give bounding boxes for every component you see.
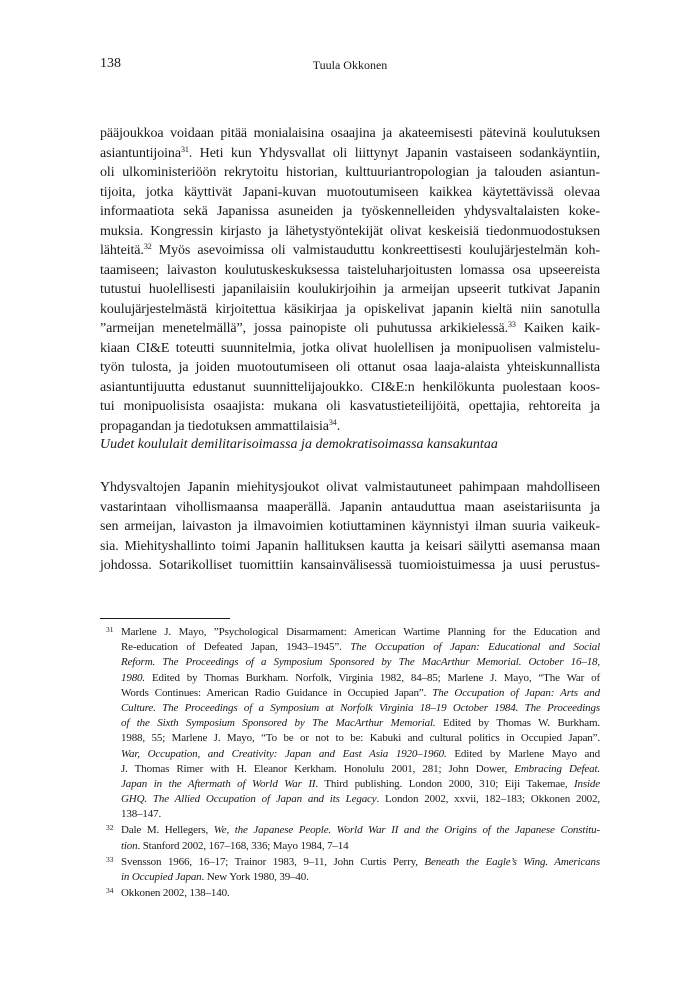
italic-title: tion [121, 839, 138, 852]
text-line [100, 202, 600, 222]
italic-title: The Occupation of Japan: Educational and Social [350, 641, 600, 654]
text-line [100, 339, 600, 359]
footnote-number: 32 [106, 823, 114, 833]
footnote-number: 33 [106, 854, 114, 864]
text-run: tijoita, jotka käyttivät Japani-kuvan muotoutumiseen kaikkea käytettävissä olevaa [100, 184, 600, 200]
footnote-reference: 33 [508, 320, 516, 329]
footnote-line [121, 762, 600, 777]
italic-title: War, Occupation, and Creativity: Japan and East Asia 1920–1960. [121, 747, 447, 760]
footnote-line [121, 855, 600, 870]
text-run: muksia. Kongressin kirjasto ja lähetystyöntekijät olivat keskeisiä tiedonmuodostuksen [100, 223, 600, 239]
text-line: johdossa. Sotarikolliset tuomittiin kansainvälisessä tuomioistuimessa ja uusi perustus- [100, 558, 600, 573]
text-run: Edited by Thomas W. Burkham. [435, 717, 600, 730]
text-run: propagandan ja tiedotuksen ammattilaisia [100, 418, 329, 434]
text-line [100, 300, 600, 320]
text-line [100, 417, 600, 437]
footnote-number: 34 [106, 886, 114, 896]
text-run: Edited by Thomas Burkham. Norfolk, Virginia 1982, 84–85; Marlene J. Mayo, “The War of [145, 671, 600, 684]
footnote-reference: 32 [143, 242, 152, 251]
italic-title: The Occupation of Japan: Arts and [432, 686, 600, 699]
text-line [100, 397, 600, 417]
text-run: ”armeijan menetelmällä”, jossa painopiste oli puhutussa arkikielessä. [100, 321, 509, 336]
text-run: . [336, 418, 341, 434]
text-line: vastarintaan vihollismaansa maaperällä. Japanin antauduttua maan aseistariisunta ja [100, 499, 600, 515]
text-run: asiantuntijuutta edustanut suunnittelijajoukko. CI&E:n henkilökunta puolestaan koos- [100, 379, 600, 395]
text-run: tui monipuolisista osaajista: mukana oli kasvatustieteilijöitä, opettajia, rehtoreita ja [100, 399, 600, 414]
text-line [100, 241, 600, 261]
text-run: asiantuntijoina [100, 145, 181, 161]
text-run: Edited by Marlene Mayo and [446, 747, 600, 760]
text-run: koulujärjestelmästä kirjoitettua käsikirjaa ja opiskelivat japanin kieltä niin sanotulla [100, 301, 600, 317]
italic-title: Culture. The Proceedings of a Symposium at Norfolk Virginia 18–19 October 1984. The Proceedings [121, 701, 600, 714]
text-line [100, 280, 600, 300]
text-run: kiaan CI&E toteutti suunnitelmia, jotka olivat huolellisen ja monipuolisen valmistelu- [100, 340, 600, 356]
footnotes [100, 625, 600, 902]
footnote [100, 886, 600, 901]
footnote-line [121, 870, 600, 885]
text-run: . New York 1980, 39–40. [201, 871, 309, 883]
italic-title: We, the Japanese People. World War II and the Origins of the Japanese Constitu- [213, 824, 600, 837]
text-run: 1988, 55; Marlene J. Mayo, “To be or not to be: Kabuki and cultural politics in Occupied Japan”. [121, 732, 600, 745]
footnote-separator [100, 618, 230, 619]
text-run: Myös asevoimissa oli valmistauduttu konkreettisesti koulujärjestelmän koh- [151, 243, 600, 258]
italic-title: of the Sixth Symposium Sponsored by The MacArthur Memorial. [121, 717, 436, 730]
body-paragraph [100, 478, 600, 576]
footnote-line [121, 807, 600, 822]
text-run: Okkonen 2002, 138–140. [121, 887, 230, 900]
footnote-line [121, 625, 600, 640]
body-paragraph [100, 124, 600, 436]
text-line [100, 124, 600, 144]
text-run: työn tulosta, ja joiden muotoutumiseen oli ottanut osaa laaja-alaista yhteiskunnallista [100, 360, 600, 375]
running-header: Tuula Okkonen [312, 58, 388, 72]
footnote-line [121, 839, 600, 854]
text-line [100, 144, 600, 164]
italic-title: 1980. [121, 671, 146, 684]
footnote-line [121, 792, 600, 807]
text-run: . Third publishing. London 2000, 310; Eiji Takemae, [315, 777, 575, 790]
footnote-reference: 34 [328, 417, 337, 427]
footnote-line [121, 747, 600, 762]
text-run: Dale M. Hellegers, [121, 824, 214, 837]
footnote-line [121, 731, 600, 746]
text-run: Svensson 1966, 16–17; Trainor 1983, 9–11, John Curtis Perry, [121, 855, 425, 868]
text-run: Kaiken kaik- [515, 321, 600, 336]
text-line [100, 378, 600, 398]
text-run: 138–147. [121, 808, 162, 821]
italic-title: Beneath the Eagle’s Wing. Americans [424, 855, 601, 868]
text-line [100, 261, 600, 281]
text-run: pääjoukkoa voidaan pitää monialaisina osaajina ja akateemisesti pätevinä koulutuksen [100, 126, 600, 141]
footnote-line [121, 701, 600, 716]
italic-title: GHQ. The Allied Occupation of Japan and its Legacy [121, 793, 377, 806]
text-run: lähteitä. [100, 243, 144, 258]
text-run: oli ulkoministeriöön rekrytoitu historian, kulttuuriantropologian ja talouden asiantun- [100, 165, 600, 180]
text-run: J. Thomas Rimer with H. Eleanor Kerkham. Honolulu 2001, 281; John Dower, [121, 762, 515, 775]
footnote [100, 855, 600, 885]
italic-title: Embracing Defeat. [514, 762, 600, 775]
footnote-line [121, 686, 600, 701]
footnote-reference: 31 [180, 144, 189, 154]
footnote [100, 625, 600, 822]
footnote-line [121, 716, 600, 731]
section-heading: Uudet koululait demilitarisoimassa ja demokratisoimassa kansakuntaa [100, 437, 498, 452]
footnote [100, 823, 600, 853]
text-line [100, 163, 600, 183]
text-line: sen armeijan, laivaston ja ilmavoimien kotiuttaminen käynnistyi ilman suuria vaikeuk- [100, 519, 600, 534]
text-line [100, 319, 600, 339]
text-run: informaatiota sekä Japanissa asuneiden ja työskennelleiden yhdysvaltalaisten koke- [100, 204, 600, 219]
text-line [100, 222, 600, 242]
footnote-number: 31 [106, 625, 114, 634]
footnote-line [121, 886, 600, 901]
page-number: 138 [100, 56, 121, 71]
italic-title: Inside [574, 777, 601, 790]
text-line [100, 183, 600, 203]
italic-title: in Occupied Japan [121, 871, 202, 883]
text-line: sia. Miehityshallinto toimi Japanin hallituksen kautta ja keisari säilytti asemansa maan [100, 538, 600, 554]
text-run: Marlene J. Mayo, ”Psychological Disarmament: American Wartime Planning for the Education and [121, 626, 600, 638]
italic-title: Japan in the Aftermath of World War II [121, 777, 316, 790]
text-run: . Stanford 2002, 167–168, 336; Mayo 1984, 7–14 [137, 839, 349, 852]
footnote-line [121, 640, 600, 655]
text-run: . London 2002, xxvii, 182–183; Okkonen 2002, [376, 793, 600, 806]
text-run: . Heti kun Yhdysvallat oli liittynyt Japanin vastaiseen sodankäyntiin, [188, 145, 600, 161]
footnote-line [121, 823, 600, 838]
text-line [100, 358, 600, 378]
text-run: taamiseen; laivaston koulutuskeskuksessa taisteluharjoitusten lomassa osa upseereista [100, 262, 600, 278]
text-run: tutustui huolellisesti japanilaisiin koulukirjoihin ja armeijan upseerit tutkivat Japanin [100, 282, 600, 297]
text-line: Yhdysvaltojen Japanin miehitysjoukot olivat valmistautuneet pahimpaan mahdolliseen [100, 480, 600, 495]
footnote-line [121, 777, 600, 792]
footnote-line [121, 655, 600, 670]
footnote-line [121, 671, 600, 686]
italic-title: Reform. The Proceedings of a Symposium Sponsored by The MacArthur Memorial. October 16–18, [121, 656, 600, 669]
text-run: Words Continues: American Radio Guidance in Occupied Japan”. [121, 686, 433, 699]
text-run: Re-education of Defeated Japan, 1943–1945”. [121, 641, 351, 654]
